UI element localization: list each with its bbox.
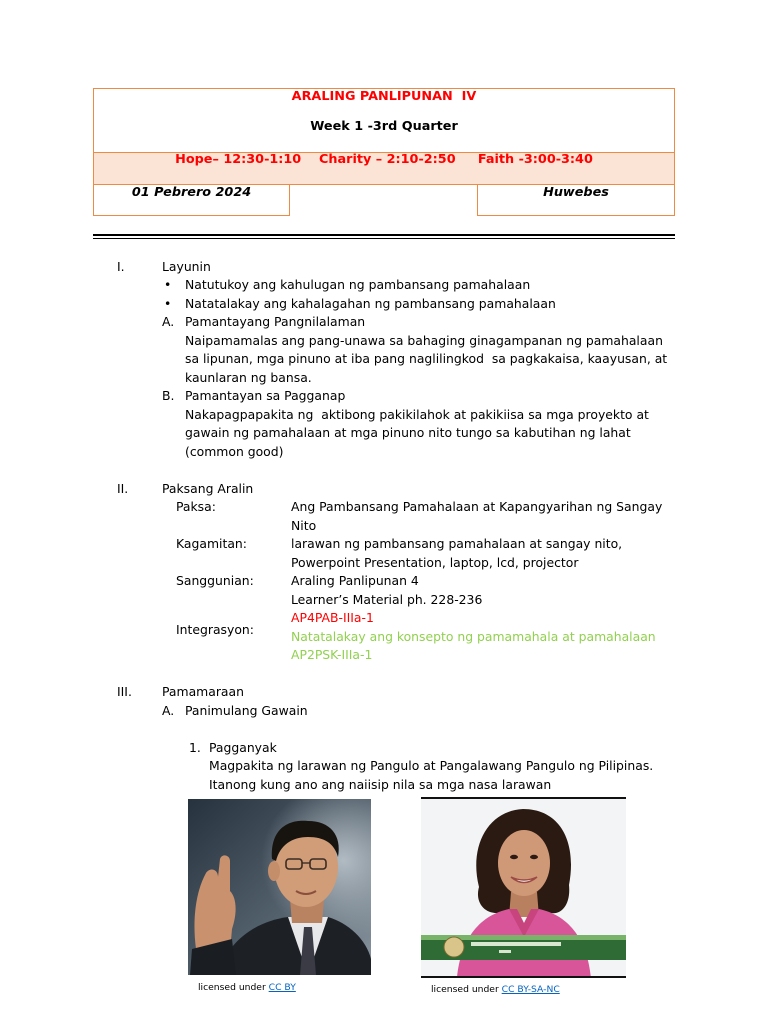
paragraph-line <box>0 369 768 388</box>
field-label: Integrasyon: <box>176 621 254 637</box>
subsection-title: Pamantayang Pangnilalaman <box>185 314 366 330</box>
field-label: Paksa: <box>176 499 216 515</box>
blank-line <box>0 665 768 684</box>
section-title: Layunin <box>162 258 211 274</box>
week-quarter: Week 1 -3rd Quarter <box>310 119 458 134</box>
section-numeral: II. <box>117 480 129 496</box>
paragraph-text: Nakapagpapakita ng aktibong pakikilahok at pakikiisa sa mga proyekto at <box>185 406 649 422</box>
schedule-cell <box>93 153 675 185</box>
subsection-heading <box>0 702 768 721</box>
photo-caption <box>431 984 560 996</box>
section-heading <box>0 258 768 277</box>
subsection-heading <box>0 313 768 332</box>
vice-president-photo <box>421 797 626 978</box>
field-value: Learner’s Material ph. 228-236 <box>291 591 483 607</box>
paragraph-text: gawain ng pamahalaan at mga pinuno nito tungo sa kabutihan ng lahat <box>185 425 631 441</box>
field-label: Kagamitan: <box>176 536 247 552</box>
blank-line <box>0 461 768 480</box>
paragraph-line <box>0 776 768 795</box>
paragraph-line <box>0 443 768 462</box>
field-label: Sanggunian: <box>176 573 254 589</box>
step-number: 1. <box>189 739 201 755</box>
integration-code: AP2PSK-IIIa-1 <box>291 647 373 663</box>
bullet-text: Natatalakay ang kahalagahan ng pambansang pamahalaan <box>185 295 556 311</box>
paragraph-line <box>0 757 768 776</box>
subsection-letter: A. <box>162 314 175 330</box>
header-title-cell <box>93 88 675 153</box>
day-cell <box>477 185 675 216</box>
step-title: Pagganyak <box>209 739 277 755</box>
paragraph-line <box>0 332 768 351</box>
reference-row <box>0 591 768 610</box>
paragraph-text: Magpakita ng larawan ng Pangulo at Pangalawang Pangulo ng Pilipinas. <box>209 758 654 774</box>
topic-row <box>0 498 768 517</box>
lesson-day: Huwebes <box>543 185 609 200</box>
photo-caption <box>198 982 296 994</box>
paragraph-text: sa lipunan, mga pinuno at iba pang naglilingkod sa pagkakaisa, kaayusan, at <box>185 351 668 367</box>
integration-description: Natatalakay ang konsepto ng pamamahala at pamahalaan <box>291 628 656 644</box>
subject-title: ARALING PANLIPUNAN IV <box>291 89 477 104</box>
field-value: Powerpoint Presentation, laptop, lcd, projector <box>291 554 579 570</box>
materials-row <box>0 554 768 573</box>
paragraph-text: Naipamamalas ang pang-unawa sa bahaging ginagampanan ng pamahalaan <box>185 332 663 348</box>
subsection-title: Panimulang Gawain <box>185 702 308 718</box>
caption-prefix: licensed under <box>198 982 269 993</box>
date-cell <box>93 185 290 216</box>
section-numeral: I. <box>117 258 125 274</box>
bullet-item <box>0 295 768 314</box>
field-value: Araling Panlipunan 4 <box>291 573 419 589</box>
lesson-body <box>0 258 768 795</box>
class-schedule: Hope– 12:30-1:10 Charity – 2:10-2:50 Faith -3:00-3:40 <box>175 152 593 167</box>
field-value: Nito <box>291 517 317 533</box>
section-numeral: III. <box>117 684 132 700</box>
step-heading <box>0 739 768 758</box>
competency-code: AP4PAB-IIIa-1 <box>291 610 374 626</box>
paragraph-text: Itanong kung ano ang naiisip nila sa mga nasa larawan <box>209 776 552 792</box>
topic-row <box>0 517 768 536</box>
field-value: Ang Pambansang Pamahalaan at Kapangyarihan ng Sangay <box>291 499 663 515</box>
reference-row <box>0 572 768 591</box>
paragraph-line <box>0 406 768 425</box>
subsection-letter: B. <box>162 388 175 404</box>
paragraph-text: (common good) <box>185 443 284 459</box>
section-heading <box>0 480 768 499</box>
bullet-icon: • <box>164 295 172 311</box>
section-heading <box>0 683 768 702</box>
section-title: Paksang Aralin <box>162 480 254 496</box>
paragraph-text: kaunlaran ng bansa. <box>185 369 312 385</box>
subsection-title: Pamantayan sa Pagganap <box>185 388 346 404</box>
license-link[interactable]: CC BY-SA-NC <box>501 984 560 995</box>
blank-line <box>0 720 768 739</box>
caption-prefix: licensed under <box>431 984 502 995</box>
lesson-date: 01 Pebrero 2024 <box>131 185 252 200</box>
bullet-icon: • <box>164 277 172 293</box>
field-value: larawan ng pambansang pamahalaan at sangay nito, <box>291 536 623 552</box>
president-photo <box>188 799 371 975</box>
integration-row <box>0 609 768 665</box>
subsection-heading <box>0 387 768 406</box>
double-divider <box>93 234 675 239</box>
materials-row <box>0 535 768 554</box>
subsection-letter: A. <box>162 702 175 718</box>
bullet-text: Natutukoy ang kahulugan ng pambansang pamahalaan <box>185 277 531 293</box>
section-title: Pamamaraan <box>162 684 244 700</box>
paragraph-line <box>0 424 768 443</box>
bullet-item <box>0 276 768 295</box>
license-link[interactable]: CC BY <box>268 982 296 993</box>
paragraph-line <box>0 350 768 369</box>
